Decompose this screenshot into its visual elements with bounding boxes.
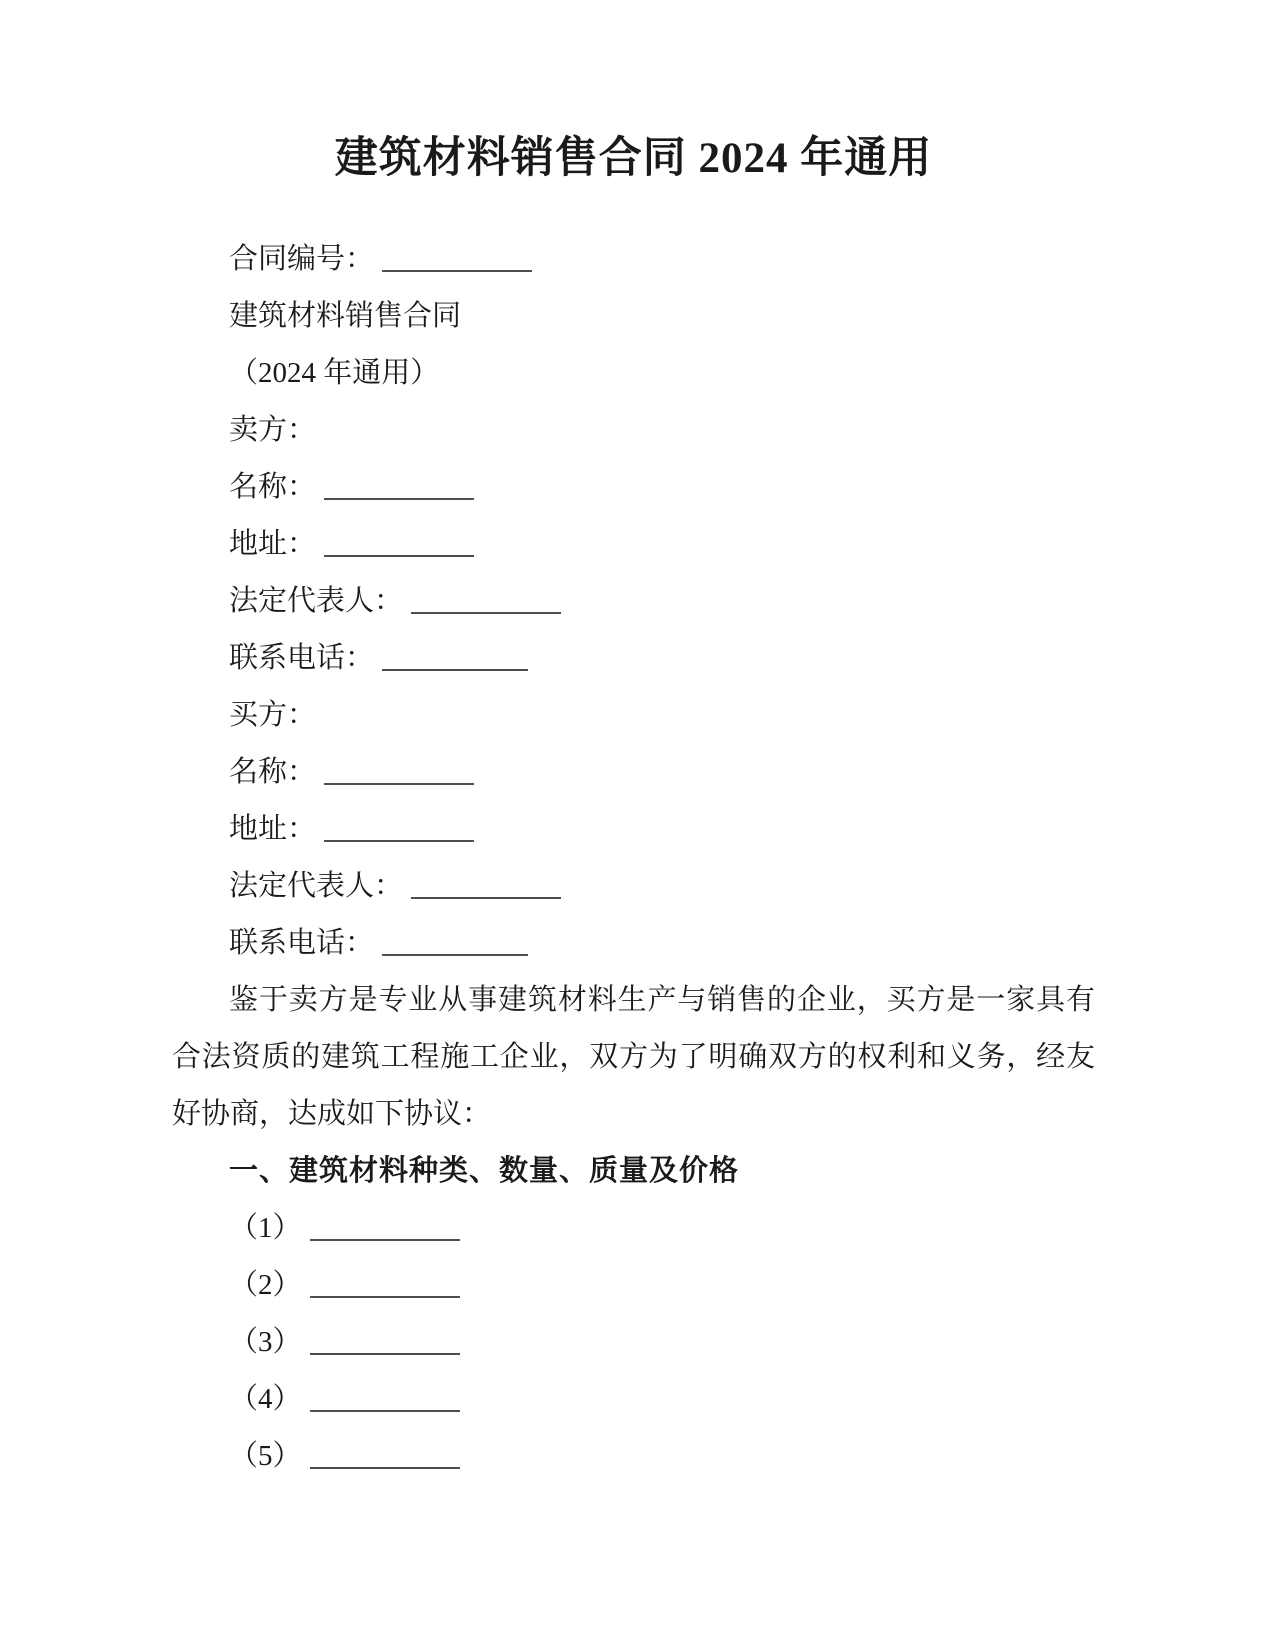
- seller-phone-label: 联系电话：: [229, 642, 375, 674]
- seller-role-label: 卖方：: [229, 414, 317, 446]
- item-3-blank: [310, 1323, 460, 1355]
- item-3-label: （3）: [229, 1326, 302, 1358]
- buyer-address-label: 地址：: [229, 813, 317, 845]
- seller-name-label: 名称：: [229, 471, 317, 503]
- seller-legal-rep-line: [172, 573, 1095, 630]
- seller-address-line: [172, 516, 1095, 573]
- item-5-label: （5）: [229, 1440, 302, 1472]
- buyer-legal-rep-blank: [411, 867, 561, 899]
- buyer-name-line: [172, 744, 1095, 801]
- buyer-phone-label: 联系电话：: [229, 927, 375, 959]
- seller-address-blank: [324, 525, 474, 557]
- section1-item-4: [172, 1371, 1095, 1428]
- seller-address-label: 地址：: [229, 528, 317, 560]
- buyer-legal-rep-label: 法定代表人：: [229, 870, 404, 902]
- item-2-label: （2）: [229, 1269, 302, 1301]
- seller-name-blank: [324, 468, 474, 500]
- document-subtitle-year: （2024 年通用）: [229, 357, 440, 389]
- buyer-role-label: 买方：: [229, 699, 317, 731]
- item-2-blank: [310, 1266, 460, 1298]
- item-4-label: （4）: [229, 1383, 302, 1415]
- buyer-legal-rep-line: [172, 858, 1095, 915]
- seller-legal-rep-label: 法定代表人：: [229, 585, 404, 617]
- preamble-paragraph: 鉴于卖方是专业从事建筑材料生产与销售的企业，买方是一家具有合法资质的建筑工程施工企业，双方为了明确双方的权利和义务，经友好协商，达成如下协议：: [172, 984, 1095, 1130]
- seller-phone-blank: [382, 639, 528, 671]
- contract-number-blank: [382, 240, 532, 272]
- section1-item-1: [172, 1200, 1095, 1257]
- buyer-phone-line: [172, 915, 1095, 972]
- seller-phone-line: [172, 630, 1095, 687]
- item-1-blank: [310, 1209, 460, 1241]
- section1-item-2: [172, 1257, 1095, 1314]
- buyer-phone-blank: [382, 924, 528, 956]
- buyer-name-label: 名称：: [229, 756, 317, 788]
- item-5-blank: [310, 1437, 460, 1469]
- contract-number-line: [172, 231, 1095, 288]
- seller-legal-rep-blank: [411, 582, 561, 614]
- buyer-name-blank: [324, 753, 474, 785]
- document-subtitle: 建筑材料销售合同: [229, 300, 462, 332]
- buyer-address-line: [172, 801, 1095, 858]
- section1-item-5: [172, 1428, 1095, 1485]
- seller-name-line: [172, 459, 1095, 516]
- item-1-label: （1）: [229, 1212, 302, 1244]
- contract-number-label: 合同编号：: [229, 243, 375, 275]
- section1-item-3: [172, 1314, 1095, 1371]
- section1-heading: 一、建筑材料种类、数量、质量及价格: [229, 1155, 740, 1187]
- buyer-address-blank: [324, 810, 474, 842]
- item-4-blank: [310, 1380, 460, 1412]
- document-title: 建筑材料销售合同 2024 年通用: [334, 135, 933, 182]
